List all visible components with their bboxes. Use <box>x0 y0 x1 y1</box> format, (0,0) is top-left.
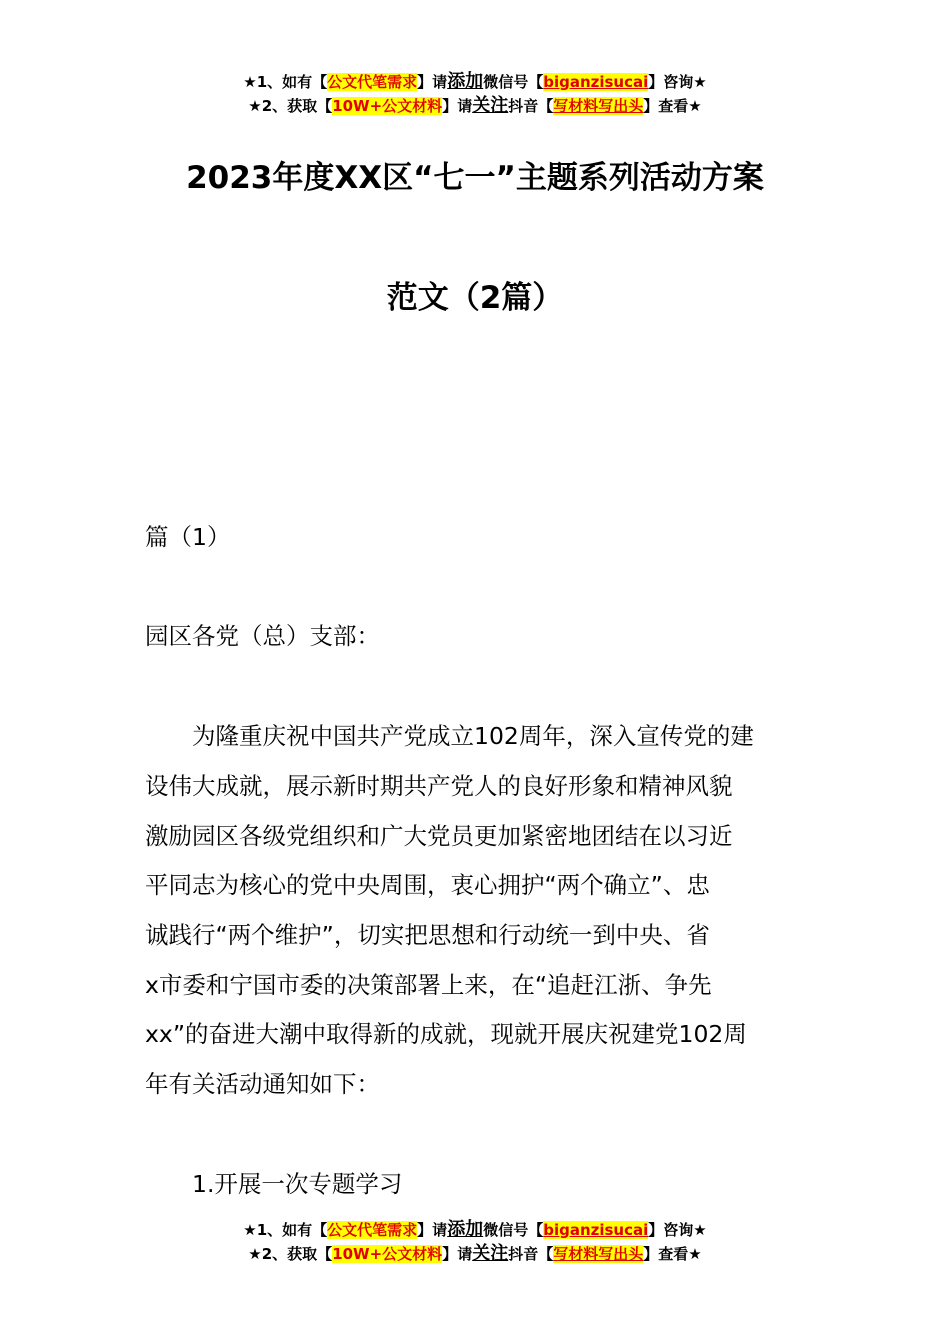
paragraph-line: 激励园区各级党组织和广大党员更加紧密地团结在以习近 <box>145 822 733 850</box>
paragraph-line: 平同志为核心的党中央周围，衷心拥护“两个确立”、忠 <box>145 871 710 899</box>
list-item-heading: 1.开展一次专题学习 <box>145 1170 403 1198</box>
paragraph-line: xx”的奋进大潮中取得新的成就，现就开展庆祝建党102周 <box>145 1020 747 1048</box>
paragraph-line: 设伟大成就，展示新时期共产党人的良好形象和精神风貌 <box>145 772 733 800</box>
paragraph-line: 为隆重庆祝中国共产党成立102周年，深入宣传党的建 <box>145 722 754 750</box>
promo-line-2: ★2、获取【10W+公文材料】请关注抖音【写材料写出头】查看★ <box>248 95 702 116</box>
paragraph-line: x市委和宁国市委的决策部署上来，在“追赶江浙、争先 <box>145 971 712 999</box>
section-heading: 篇（1） <box>145 523 231 551</box>
paragraph-line: 诚践行“两个维护”，切实把思想和行动统一到中央、省 <box>145 921 710 949</box>
salutation: 园区各党（总）支部： <box>145 622 380 650</box>
promo-footer-line-1: ★1、如有【公文代笔需求】请添加微信号【biganzisucai】咨询★ <box>243 1219 707 1240</box>
document-title-line-2: 范文（2篇） <box>386 280 564 316</box>
promo-footer-line-2: ★2、获取【10W+公文材料】请关注抖音【写材料写出头】查看★ <box>248 1243 702 1264</box>
promo-line-1: ★1、如有【公文代笔需求】请添加微信号【biganzisucai】咨询★ <box>243 71 707 92</box>
paragraph-line: 年有关活动通知如下： <box>145 1070 380 1098</box>
document-title-line-1: 2023年度XX区“七一”主题系列活动方案 <box>186 160 764 196</box>
